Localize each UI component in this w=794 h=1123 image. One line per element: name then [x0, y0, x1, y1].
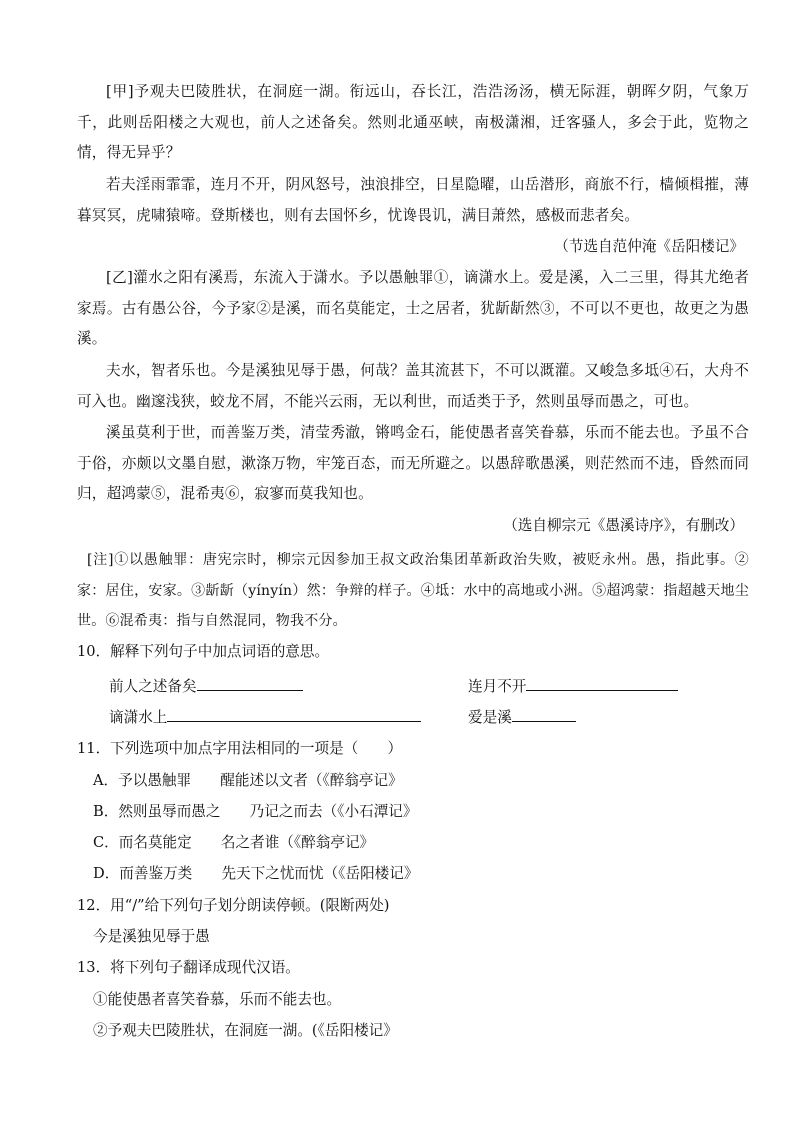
passage-jia-paragraph-2: 若夫淫雨霏霏，连月不开，阴风怒号，浊浪排空，日星隐曜，山岳潜形，商旅不行，樯倾楫摧，薄暮冥冥，虎啸猿啼。登斯楼也，则有去国怀乡，忧谗畏讥，满目萧然，感极而悲者矣。 — [77, 176, 749, 224]
answer-blank[interactable] — [167, 707, 421, 722]
passage-jia-source: （节选自范仲淹《岳阳楼记》 — [554, 238, 744, 255]
q13-item-2: ②予观夫巴陵胜状，在洞庭一湖。(《岳阳楼记》 — [93, 1022, 398, 1039]
question-12-stem: 12．用“/”给下列句子划分朗读停顿。(限断两处) — [77, 897, 390, 914]
q10-item-3: 谪潇水上 — [109, 703, 421, 733]
passage-yi-source: （选自柳宗元《愚溪诗序》，有删改） — [503, 517, 744, 534]
annotation-notes: [注]①以愚触罪：唐宪宗时，柳宗元因参加王叔文政治集团革新政治失败，被贬永州。愚，指此事。②家：居住，安家。③龂龂（yínyín）然：争辩的样子。④坻：水中的高地或小洲。⑤超鸿蒙：指超越天地尘世。⑥混希夷：指与自然混同，物我不分。 — [77, 552, 749, 629]
q13-item-1: ①能使愚者喜笑眷慕，乐而不能去也。 — [93, 991, 342, 1008]
question-11-stem: 11．下列选项中加点字用法相同的一项是（ ） — [77, 740, 403, 757]
q11-option-d[interactable]: D．而善鉴万类 先天下之忧而忧（《岳阳楼记》 — [93, 865, 419, 882]
q11-option-b[interactable]: B．然则虽辱而愚之 乃记之而去（《小石潭记》 — [93, 803, 418, 820]
answer-blank[interactable] — [526, 676, 678, 691]
q12-sentence: 今是溪独见辱于愚 — [93, 928, 210, 945]
q10-item-4: 爱是溪 — [468, 703, 576, 733]
q10-item-1: 前人之述备矣 — [109, 672, 303, 702]
q11-option-a[interactable]: A．予以愚触罪 醒能述以文者（《醉翁亭记》 — [93, 772, 403, 789]
question-10-stem: 10．解释下列句子中加点词语的意思。 — [77, 643, 330, 660]
answer-blank[interactable] — [512, 707, 576, 722]
passage-yi-paragraph-2: 夫水，智者乐也。今是溪独见辱于愚，何哉？盖其流甚下，不可以溉灌。又峻急多坻④石，大舟不可入也。幽邃浅狭，蛟龙不屑，不能兴云雨，无以利世，而适类于予，然则虽辱而愚之，可也。 — [77, 362, 749, 410]
passage-jia-paragraph-1: [甲]予观夫巴陵胜状，在洞庭一湖。衔远山，吞长江，浩浩汤汤，横无际涯，朝晖夕阴，气象万千，此则岳阳楼之大观也，前人之述备矣。然则北通巫峡，南极潇湘，迁客骚人，多会于此，览物之情，得无异乎？ — [77, 83, 749, 161]
q10-item-2: 连月不开 — [468, 672, 678, 702]
question-13-stem: 13．将下列句子翻译成现代汉语。 — [77, 959, 300, 976]
passage-yi-paragraph-3: 溪虽莫利于世，而善鉴万类，清莹秀澈，锵鸣金石，能使愚者喜笑眷慕，乐而不能去也。予虽不合于俗，亦颇以文墨自慰，漱涤万物，牢笼百态，而无所避之。以愚辞歌愚溪，则茫然而不违，昏然而同归，超鸿蒙⑤，混希夷⑥，寂寥而莫我知也。 — [77, 424, 749, 502]
answer-blank[interactable] — [197, 676, 303, 691]
q11-option-c[interactable]: C．而名莫能定 名之者谁（《醉翁亭记》 — [93, 834, 375, 851]
passage-yi-paragraph-1: [乙]灌水之阳有溪焉，东流入于潇水。予以愚触罪①，谪潇水上。爱是溪，入二三里，得其尤绝者家焉。古有愚公谷，今予家②是溪，而名莫能定，士之居者，犹龂龂然③，不可以不更也，故更之为愚溪。 — [77, 269, 749, 347]
